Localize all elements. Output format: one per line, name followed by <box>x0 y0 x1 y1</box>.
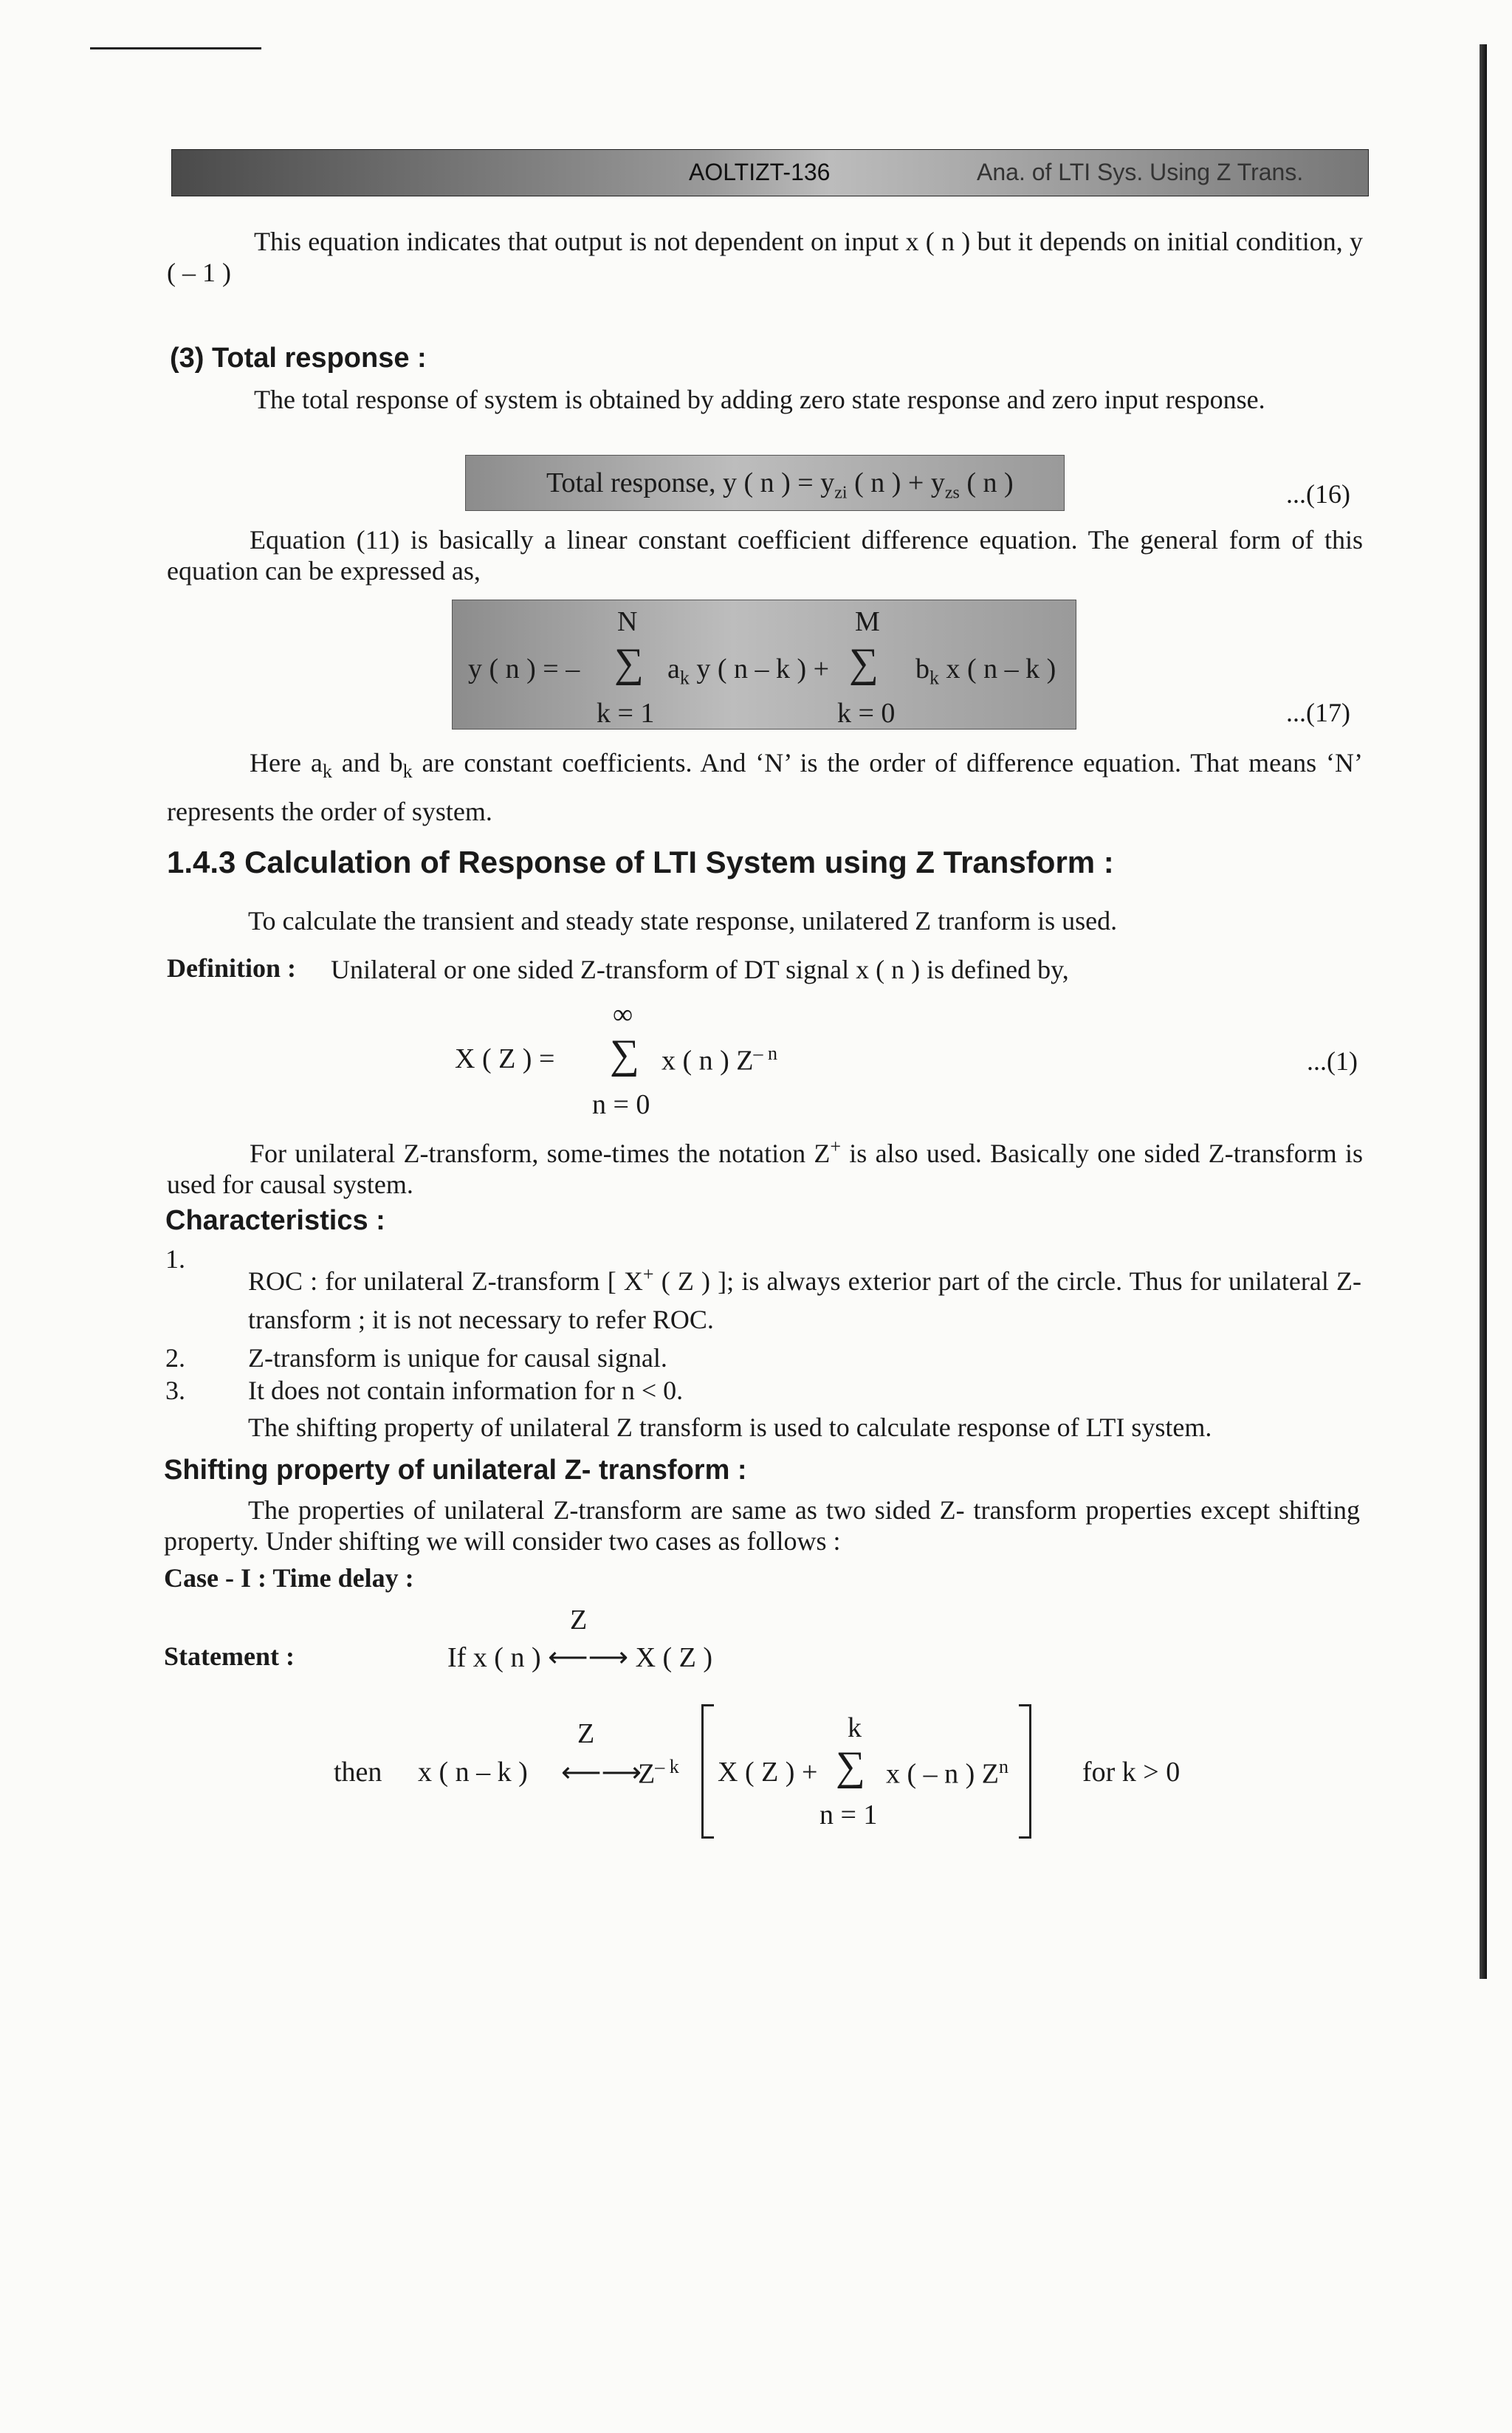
statement-z-above: Z <box>570 1605 588 1636</box>
right-bracket <box>1019 1704 1031 1839</box>
section-3-paragraph: The total response of system is obtained by adding zero state response and zero input response. <box>254 385 1265 414</box>
eq1-upper: ∞ <box>613 999 633 1030</box>
char-item-3-number: 3. <box>165 1376 185 1405</box>
intro-paragraph: This equation indicates that output is not dependent on input x ( n ) but it depends on initial condition, y ( – 1 ) <box>167 227 1363 287</box>
eq17-sigma-2: ∑ <box>849 640 879 686</box>
eq11-paragraph: Equation (11) is basically a linear constant coefficient difference equation. The general form of this equation can be expressed as, <box>167 525 1363 586</box>
char-item-2-number: 2. <box>165 1343 185 1373</box>
shifting-note: The shifting property of unilateral Z transform is used to calculate response of LTI system. <box>248 1413 1212 1442</box>
eq1-lhs: X ( Z ) = <box>455 1043 555 1074</box>
eq17-sigma-1: ∑ <box>614 640 644 686</box>
eq1-body: x ( n ) $Z^{- n}$ <box>662 1043 778 1077</box>
eq17-term-a: $a_k$ y ( n – k ) + <box>667 653 830 689</box>
then-word: then <box>334 1757 382 1788</box>
header-code: AOLTIZT-136 <box>689 159 831 185</box>
char-item-2-text: Z-transform is unique for causal signal. <box>248 1343 667 1373</box>
then-sigma: ∑ <box>836 1743 865 1789</box>
eq16-number: ...(16) <box>1286 479 1350 509</box>
header-title: Ana. of LTI Sys. Using Z Trans. <box>977 159 1304 185</box>
then-bracket-body: X ( Z ) + <box>718 1757 818 1788</box>
then-lhs: x ( n – k ) <box>418 1757 528 1788</box>
shifting-heading: Shifting property of unilateral Z- transform : <box>164 1455 747 1486</box>
unilateral-paragraph: For unilateral Z-transform, some-times the notation Z+ is also used. Basically one sided Z-transform is used for causal system. <box>167 1136 1363 1199</box>
then-sum-body: x ( – n ) $Z^n$ <box>886 1756 1009 1790</box>
top-left-rule <box>90 47 261 49</box>
eq16-text: Total response, y ( n ) = $y_{zi}$ ( n ) + $y_{zs}$ ( n ) <box>546 467 1014 503</box>
shifting-paragraph: The properties of unilateral Z-transform are same as two sided Z- transform properties except shifting property. Under shifting we will consider two cases as follows : <box>164 1495 1360 1556</box>
then-condition: for k > 0 <box>1082 1757 1181 1788</box>
left-bracket <box>701 1704 714 1839</box>
characteristics-heading: Characteristics : <box>165 1205 385 1236</box>
char-item-3-text: It does not contain information for n < 0. <box>248 1376 684 1405</box>
section-3-heading: (3) Total response : <box>170 343 427 374</box>
char-item-1-text: ROC : for unilateral Z-transform [ X+ ( Z ) ]; is always exterior part of the circle. Thus for unilateral Z-transform ; it is not necessary to refer ROC. <box>248 1263 1361 1334</box>
statement-text: If x ( n ) ⟵⟶ X ( Z ) <box>447 1642 713 1673</box>
section-143-paragraph: To calculate the transient and steady state response, unilatered Z tranform is used. <box>248 906 1118 936</box>
eq17-lower-1: k = 1 <box>597 698 655 729</box>
eq17-lower-2: k = 0 <box>837 698 896 729</box>
definition-label: Definition : <box>167 953 296 983</box>
eq17-term-b: $b_k$ x ( n – k ) <box>915 653 1056 689</box>
statement-label: Statement : <box>164 1641 295 1671</box>
then-z-above: Z <box>577 1718 595 1749</box>
then-arrow: ⟵⟶ <box>561 1757 642 1788</box>
eq1-lower: n = 0 <box>592 1089 650 1120</box>
page-header <box>171 149 1369 196</box>
section-143-heading: 1.4.3 Calculation of Response of LTI System using Z Transform : <box>167 845 1114 879</box>
eq1-number: ...(1) <box>1307 1046 1358 1076</box>
char-item-1-number: 1. <box>165 1244 185 1274</box>
eq17-upper-M: M <box>855 606 880 637</box>
eq17-lhs: y ( n ) = – <box>468 653 580 684</box>
eq17-upper-N: N <box>617 606 638 637</box>
eq17-number: ...(17) <box>1286 698 1350 727</box>
eq1-sigma: ∑ <box>610 1032 639 1077</box>
definition-text: Unilateral or one sided Z-transform of DT signal x ( n ) is defined by, <box>331 955 1069 984</box>
then-zk: $Z^{- k}$ <box>638 1756 679 1790</box>
case-1-label: Case - I : Time delay : <box>164 1563 414 1593</box>
coefficients-paragraph: Here $a_k$ and $b_k$ are constant coefficients. And ‘N’ is the order of difference equation. That means ‘N’ represents the order of system. <box>167 748 1364 827</box>
then-sum-upper: k <box>848 1712 862 1743</box>
binding-edge <box>1480 44 1487 1979</box>
then-sum-lower: n = 1 <box>819 1799 878 1830</box>
